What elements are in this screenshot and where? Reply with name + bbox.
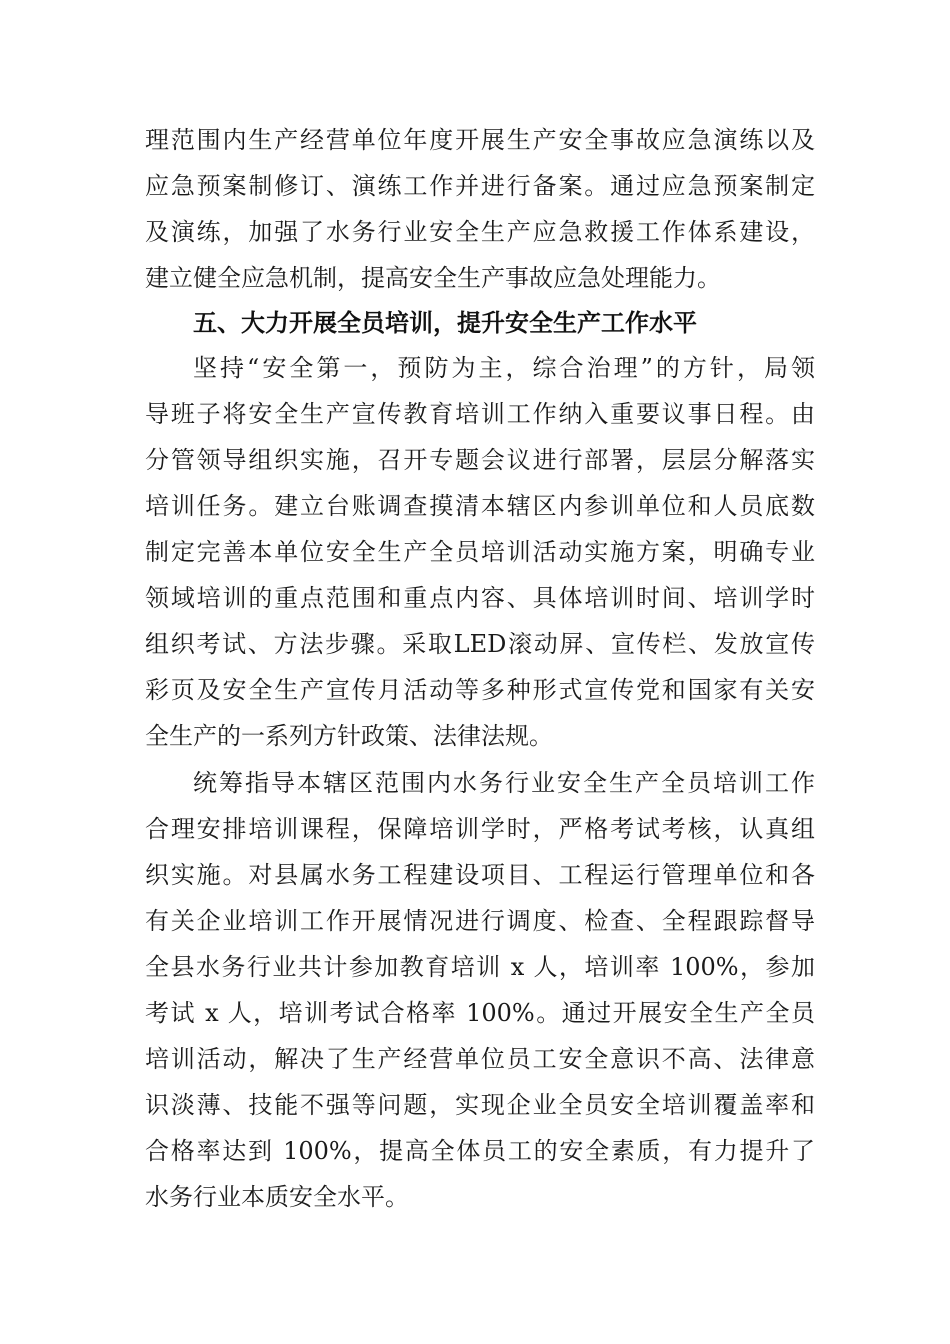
paragraph-line: 统筹指导本辖区范围内水务行业安全生产全员培训工作 (193, 769, 815, 797)
paragraph-line: 全县水务行业共计参加教育培训 x 人，培训率 100%，参加 (145, 953, 815, 981)
paragraph-line: 分管领导组织实施，召开专题会议进行部署，层层分解落实 (145, 446, 815, 474)
paragraph-line: 合格率达到 100%，提高全体员工的安全素质，有力提升了 (145, 1137, 815, 1165)
paragraph-line: 识淡薄、技能不强等问题，实现企业全员安全培训覆盖率和 (145, 1091, 815, 1119)
paragraph-line: 有关企业培训工作开展情况进行调度、检查、全程跟踪督导 (145, 907, 815, 935)
paragraph-line: 坚持“安全第一，预防为主，综合治理”的方针，局领 (193, 354, 815, 382)
paragraph-line: 理范围内生产经营单位年度开展生产安全事故应急演练以及 (145, 126, 815, 154)
paragraph-line: 制定完善本单位安全生产全员培训活动实施方案，明确专业 (145, 538, 815, 566)
paragraph-line: 彩页及安全生产宣传月活动等多种形式宣传党和国家有关安 (145, 676, 815, 704)
paragraph-line: 建立健全应急机制，提高安全生产事故应急处理能力。 (145, 264, 721, 292)
paragraph-line: 培训任务。建立台账调查摸清本辖区内参训单位和人员底数 (145, 492, 815, 520)
paragraph-line: 考试 x 人，培训考试合格率 100%。通过开展安全生产全员 (145, 999, 815, 1027)
paragraph-line: 及演练，加强了水务行业安全生产应急救援工作体系建设， (145, 218, 815, 246)
paragraph-line: 领域培训的重点范围和重点内容、具体培训时间、培训学时 (145, 584, 815, 612)
section-heading: 五、大力开展全员培训，提升安全生产工作水平 (193, 309, 697, 337)
paragraph-line: 导班子将安全生产宣传教育培训工作纳入重要议事日程。由 (145, 400, 815, 428)
paragraph-line: 组织考试、方法步骤。采取LED滚动屏、宣传栏、发放宣传 (145, 630, 815, 658)
paragraph-line: 培训活动，解决了生产经营单位员工安全意识不高、法律意 (145, 1045, 815, 1073)
paragraph-line: 全生产的一系列方针政策、法律法规。 (145, 722, 553, 750)
paragraph-line: 织实施。对县属水务工程建设项目、工程运行管理单位和各 (145, 861, 815, 889)
paragraph-line: 水务行业本质安全水平。 (145, 1183, 409, 1211)
paragraph-line: 合理安排培训课程，保障培训学时，严格考试考核，认真组 (145, 815, 815, 843)
paragraph-line: 应急预案制修订、演练工作并进行备案。通过应急预案制定 (145, 172, 815, 200)
